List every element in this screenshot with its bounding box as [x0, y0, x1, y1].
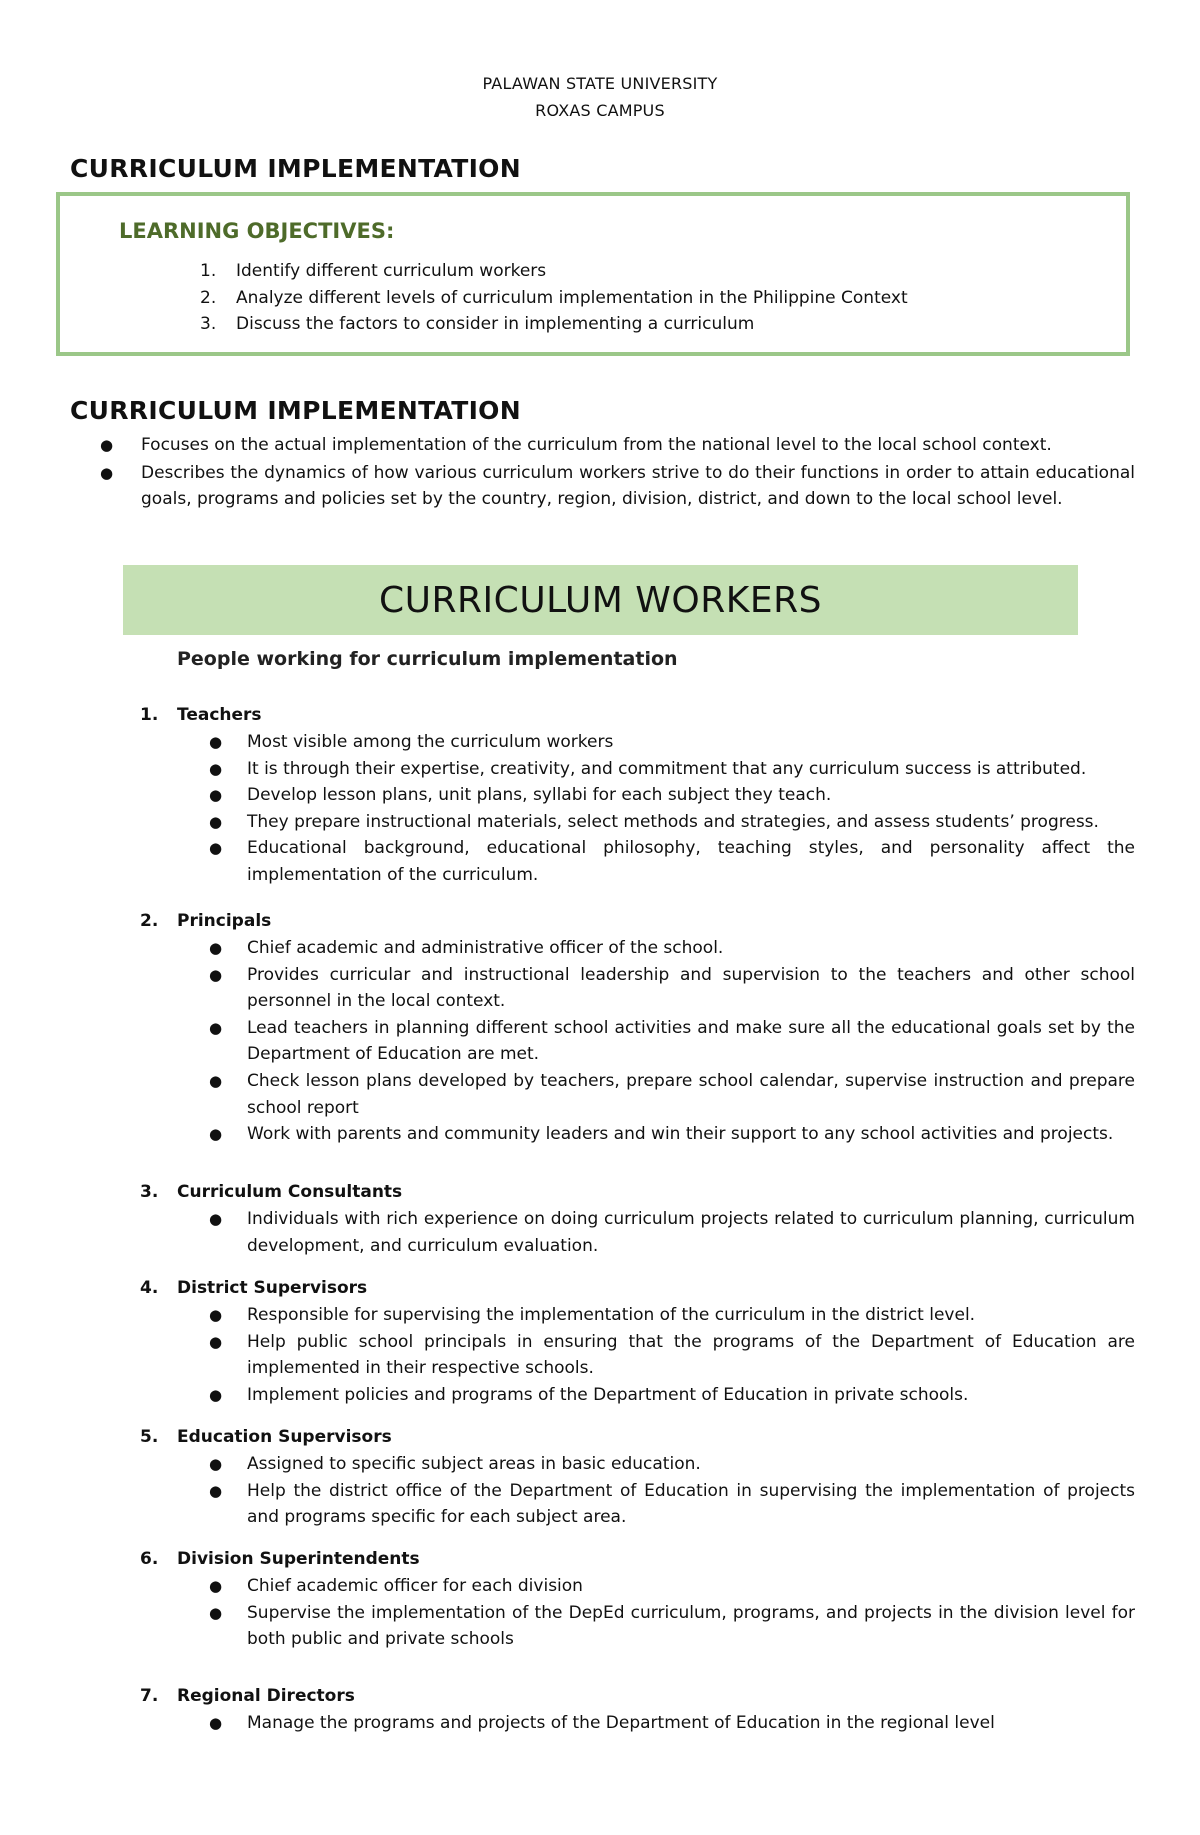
bullet-icon: ●: [209, 1455, 223, 1473]
bullet-icon: ●: [209, 1714, 223, 1732]
bullet-icon: ●: [209, 1125, 223, 1144]
list-item: ● Individuals with rich experience on doing curriculum projects related to curriculum planning, curriculum development, and curriculum evaluation.: [140, 1206, 1135, 1259]
list-item: ● They prepare instructional materials, select methods and strategies, and assess students’ progress.: [140, 809, 1135, 836]
bullet-icon: ●: [209, 839, 223, 858]
bullet-icon: ●: [209, 965, 223, 984]
worker-section-consultants: 3. Curriculum Consultants ● Individuals with rich experience on doing curriculum projects related to curriculum planning, curriculum development, and curriculum evaluation.: [140, 1179, 1135, 1259]
worker-section-district-supervisors: 4. District Supervisors ● Responsible for supervising the implementation of the curriculum in the district level. ● Help public school principals in ensuring that the programs of the Department of Education are implemented in their respective schools. ● Implement policies and programs of the Department of Education in private schools.: [140, 1275, 1135, 1408]
section-heading: Curriculum Consultants: [177, 1182, 403, 1202]
list-item: ● Educational background, educational philosophy, teaching styles, and personality affect the implementation of the curriculum.: [140, 835, 1135, 888]
list-item: ● Assigned to specific subject areas in basic education.: [140, 1451, 1135, 1478]
bullet-icon: ●: [209, 1385, 223, 1404]
section-heading: Division Superintendents: [177, 1549, 420, 1569]
list-item: ● Check lesson plans developed by teachers, prepare school calendar, supervise instruction and prepare school report: [140, 1068, 1135, 1121]
bullet-icon: ●: [100, 463, 114, 482]
list-item: ● It is through their expertise, creativity, and commitment that any curriculum success is attributed.: [140, 756, 1135, 783]
bullet-icon: ●: [209, 812, 223, 831]
campus-name: ROXAS CAMPUS: [535, 101, 665, 120]
section-heading: Teachers: [177, 705, 262, 725]
bullet-icon: ●: [209, 1018, 223, 1037]
list-item: ● Work with parents and community leaders and win their support to any school activities and projects.: [140, 1121, 1135, 1148]
bullet-icon: ●: [209, 1577, 223, 1595]
objective-item: 2. Analyze different levels of curriculum implementation in the Philippine Context: [200, 287, 908, 308]
section-banner: CURRICULUM WORKERS: [123, 565, 1078, 635]
section-subtitle: People working for curriculum implementation: [177, 648, 678, 670]
bullet-icon: ●: [209, 1603, 223, 1622]
list-item: ● Help the district office of the Department of Education in supervising the implementation of projects and programs specific for each subject area.: [140, 1478, 1135, 1531]
list-item: ● Lead teachers in planning different school activities and make sure all the educational goals set by the Department of Education are met.: [140, 1015, 1135, 1068]
bullet-icon: ●: [209, 1481, 223, 1500]
list-item: ● Most visible among the curriculum workers: [140, 729, 1135, 756]
worker-section-principals: 2. Principals ● Chief academic and administrative officer of the school. ● Provides curricular and instructional leadership and supervision to the teachers and other school personnel in the local context. ● Lead teachers in planning different school activities and make sure all the educational goals set by the Department of Education are met. ● Check lesson plans developed by teachers, prepare school calendar, supervise instruction and prepare school report ● Work with parents and community leaders and win their support to any school activities and projects.: [140, 908, 1135, 1148]
objective-item: 1. Identify different curriculum workers: [200, 261, 547, 281]
bullet-icon: ●: [209, 786, 223, 805]
bullet-icon: ●: [209, 1332, 223, 1351]
objectives-list: [170, 258, 908, 338]
university-name: PALAWAN STATE UNIVERSITY: [482, 74, 718, 93]
bullet-icon: ●: [209, 1071, 223, 1090]
bullet-icon: ●: [100, 436, 114, 454]
list-item: ● Provides curricular and instructional leadership and supervision to the teachers and other school personnel in the local context.: [140, 962, 1135, 1015]
section-heading: Education Supervisors: [177, 1427, 392, 1447]
intro-bullet: ● Focuses on the actual implementation of the curriculum from the national level to the local school context.: [100, 432, 1135, 459]
bullet-icon: ●: [209, 1210, 223, 1228]
bullet-icon: ●: [209, 759, 223, 778]
list-item: ● Implement policies and programs of the Department of Education in private schools.: [140, 1382, 1135, 1409]
objective-item: 3. Discuss the factors to consider in implementing a curriculum: [200, 314, 755, 334]
worker-section-teachers: 1. Teachers ● Most visible among the curriculum workers ● It is through their expertise, creativity, and commitment that any curriculum success is attributed. ● Develop lesson plans, unit plans, syllabi for each subject they teach. ● They prepare instructional materials, select methods and strategies, and assess students’ progress. ● Educational background, educational philosophy, teaching styles, and personality affect the implementation of the curriculum.: [140, 702, 1135, 889]
bullet-icon: ●: [209, 1306, 223, 1324]
objectives-title: LEARNING OBJECTIVES:: [119, 219, 395, 243]
list-item: ● Manage the programs and projects of the Department of Education in the regional level: [140, 1710, 1135, 1737]
worker-section-regional-directors: 7. Regional Directors ● Manage the programs and projects of the Department of Education in the regional level: [140, 1683, 1135, 1737]
section-heading: Regional Directors: [177, 1686, 355, 1706]
list-item: ● Supervise the implementation of the DepEd curriculum, programs, and projects in the division level for both public and private schools: [140, 1600, 1135, 1653]
list-item: ● Develop lesson plans, unit plans, syllabi for each subject they teach.: [140, 782, 1135, 809]
list-item: ● Responsible for supervising the implementation of the curriculum in the district level.: [140, 1302, 1135, 1329]
bullet-icon: ●: [209, 733, 223, 751]
list-item: ● Chief academic and administrative officer of the school.: [140, 935, 1135, 962]
list-item: ● Chief academic officer for each division: [140, 1573, 1135, 1600]
intro-list: [100, 432, 1135, 514]
section-heading: Principals: [177, 911, 272, 931]
section-heading: District Supervisors: [177, 1278, 368, 1298]
worker-section-division-superintendents: 6. Division Superintendents ● Chief academic officer for each division ● Supervise the implementation of the DepEd curriculum, programs, and projects in the division level for both public and private schools: [140, 1546, 1135, 1653]
list-item: ● Help public school principals in ensuring that the programs of the Department of Education are implemented in their respective schools.: [140, 1329, 1135, 1382]
intro-bullet: ● Describes the dynamics of how various curriculum workers strive to do their functions in order to attain educational goals, programs and policies set by the country, region, division, district, and down to the local school level.: [100, 460, 1135, 513]
intro-title: CURRICULUM IMPLEMENTATION: [70, 396, 521, 425]
bullet-icon: ●: [209, 939, 223, 957]
page-title: CURRICULUM IMPLEMENTATION: [70, 154, 521, 183]
worker-section-education-supervisors: 5. Education Supervisors ● Assigned to specific subject areas in basic education. ● Help the district office of the Department of Education in supervising the implementation of projects and programs specific for each subject area.: [140, 1424, 1135, 1531]
